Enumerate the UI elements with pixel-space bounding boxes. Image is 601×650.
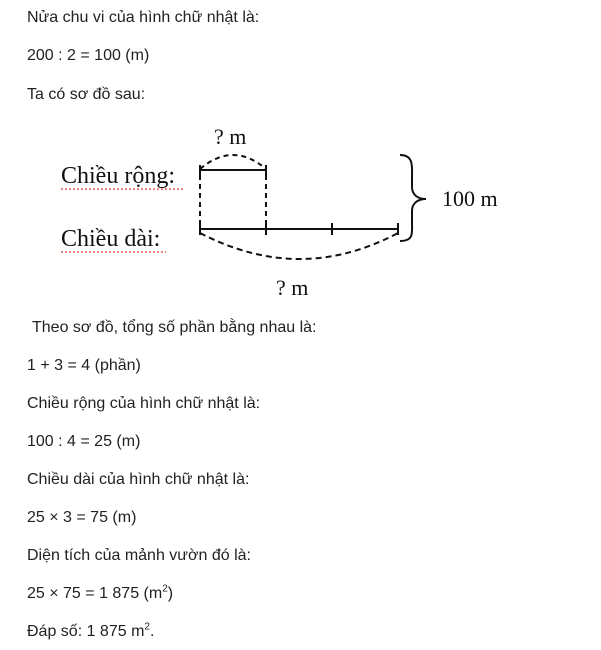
length-row-label: Chiều dài: <box>61 226 161 252</box>
width-brace-arc <box>200 155 266 169</box>
area-calc <box>27 584 173 604</box>
half-perimeter-calc: 200 : 2 = 100 (m) <box>27 47 150 64</box>
answer-end: . <box>149 623 155 640</box>
total-label: 100 m <box>442 186 498 211</box>
length-brace-arc <box>200 233 398 259</box>
area-calc-main: 25 × 75 = 1 875 (m <box>27 585 163 602</box>
answer <box>27 622 154 642</box>
diagram-intro: Ta có sơ đồ sau: <box>27 86 146 103</box>
width-unknown-label: ? m <box>214 124 247 149</box>
length-unknown-label: ? m <box>276 275 309 300</box>
segment-diagram <box>0 115 601 305</box>
total-curly-brace <box>400 155 426 241</box>
total-parts-calc: 1 + 3 = 4 (phần) <box>27 357 141 374</box>
width-row-label: Chiều rộng: <box>61 163 175 189</box>
width-calc: 100 : 4 = 25 (m) <box>27 433 141 450</box>
area-calc-exponent: 2 <box>162 583 168 595</box>
area-calc-close: ) <box>167 585 174 602</box>
total-parts-heading: Theo sơ đồ, tổng số phần bằng nhau là: <box>32 319 317 336</box>
half-perimeter-heading: Nửa chu vi của hình chữ nhật là: <box>27 9 260 26</box>
width-heading: Chiều rộng của hình chữ nhật là: <box>27 395 261 412</box>
area-heading: Diện tích của mảnh vườn đó là: <box>27 547 251 564</box>
answer-main: Đáp số: 1 875 m <box>27 623 145 640</box>
length-heading: Chiều dài của hình chữ nhật là: <box>27 471 250 488</box>
length-calc: 25 × 3 = 75 (m) <box>27 509 137 526</box>
answer-exponent: 2 <box>144 621 150 633</box>
